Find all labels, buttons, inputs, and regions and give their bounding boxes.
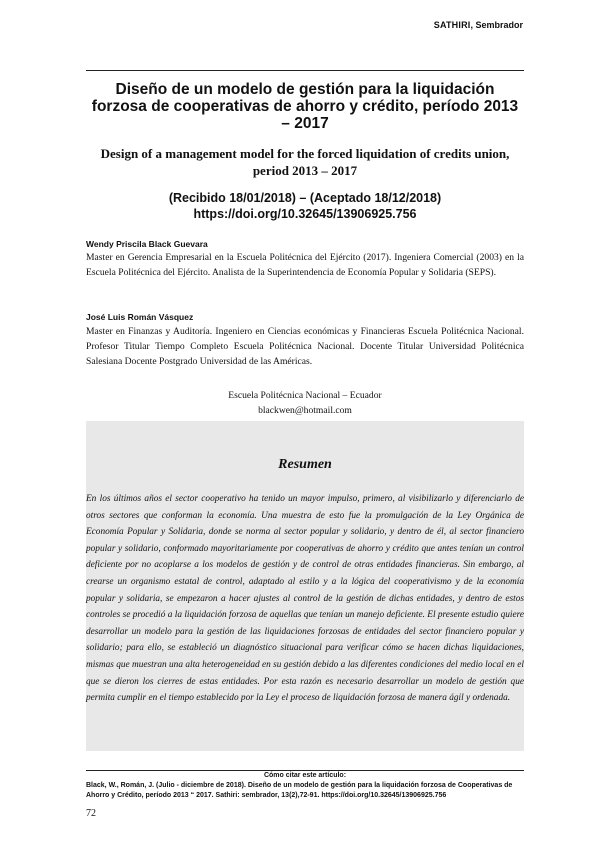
author-bio-1: Master en Gerencia Empresarial en la Escuela Politécnica del Ejército (2017). Ingeniera Comercial (2003) en la Escuela Politécnica del Ejército. Analista de la Superintendencia de Economía Popular y Solidaria (SEPS). (86, 252, 524, 278)
author-name-2: José Luis Román Vásquez (86, 312, 194, 322)
abstract-heading: Resumen (278, 457, 332, 472)
journal-name: SATHIRI (433, 20, 471, 30)
page-number: 72 (86, 808, 96, 819)
institution-name: Escuela Politécnica Nacional – Ecuador (228, 390, 382, 401)
running-header (434, 20, 523, 30)
citation-text: Black, W., Román, J. (Julio - diciembre de 2018). Diseño de un modelo de gestión para la liquidación forzosa de Cooperativas de Ahorro y Crédito, período 2013 “ 2017. Sathiri: sembrador, 13(2),72-91. https://doi.org/10.32645/13906925.756 (86, 782, 513, 799)
abstract-text: En los últimos años el sector cooperativo ha tenido un mayor impulso, primero, al visibilizarlo y diferenciarlo de otros sectores que conforman la economía. Una muestra de esto fue la promulgación de la Ley Orgánica de Economía Popular y Solidaria, donde se norma al sector popular y solidario, y dentro de él, al sector financiero popular y solidario, conformado mayoritariamente por cooperativas de ahorro y crédito que antes tenían un control deficiente por no acoplarse a los modelos de gestión y de control de otras entidades financieras. Sin embargo, al crearse un organismo estatal de control, adaptado al estilo y a la lógica del cooperativismo y de la economía popular y solidaria, se empezaron a hacer ajustes al control de la gestión de dichas entidades, y dentro de estos controles se procedió a la liquidación forzosa de aquellas que tenían un manejo deficiente. El presente estudio quiere desarrollar un modelo para la gestión de las liquidaciones forzosas de entidades del sector financiero popular y solidario; para ello, se estableció un diagnóstico situacional para verificar cómo se hacen dichas liquidaciones, mismas que muestran una alta heterogeneidad en su gestión debido a las diferentes condiciones del medio local en el que se dieron los cierres de estas entidades. Por esta razón es necesario desarrollar un modelo de gestión que permita cumplir en el tiempo establecido por la Ley el proceso de liquidación forzosa de manera ágil y ordenada. (86, 494, 524, 704)
author-email-1[interactable]: blackwen@hotmail.com (258, 405, 352, 416)
received-accepted-dates: (Recibido 18/01/2018) – (Aceptado 18/12/2018) (168, 191, 442, 205)
article-title-spanish: Diseño de un modelo de gestión para la liquidación forzosa de cooperativas de ahorro y crédito, período 2013 – 2017 (91, 81, 519, 132)
citation-heading: Cómo citar este artículo: (263, 772, 347, 779)
article-title-english: Design of a management model for the forced liquidation of credits union, period 2013 – 2017 (100, 146, 510, 178)
author-name-1: Wendy Priscila Black Guevara (86, 239, 208, 249)
top-divider (86, 70, 524, 71)
author-bio-2: Master en Finanzas y Auditoría. Ingeniero en Ciencias económicas y Financieras Escuela Politécnica Nacional. Profesor Titular Tiempo Completo Escuela Politécnica Nacional. Docente Titular Universidad Politécnica Salesiana Docente Postgrado Universidad de las Américas. (86, 326, 524, 367)
footer-divider (86, 770, 524, 771)
abstract-box (86, 421, 524, 751)
doi-link[interactable]: https://doi.org/10.32645/13906925.756 (193, 207, 417, 221)
journal-subtitle: , Sembrador (470, 20, 523, 30)
article-dates (86, 190, 524, 222)
